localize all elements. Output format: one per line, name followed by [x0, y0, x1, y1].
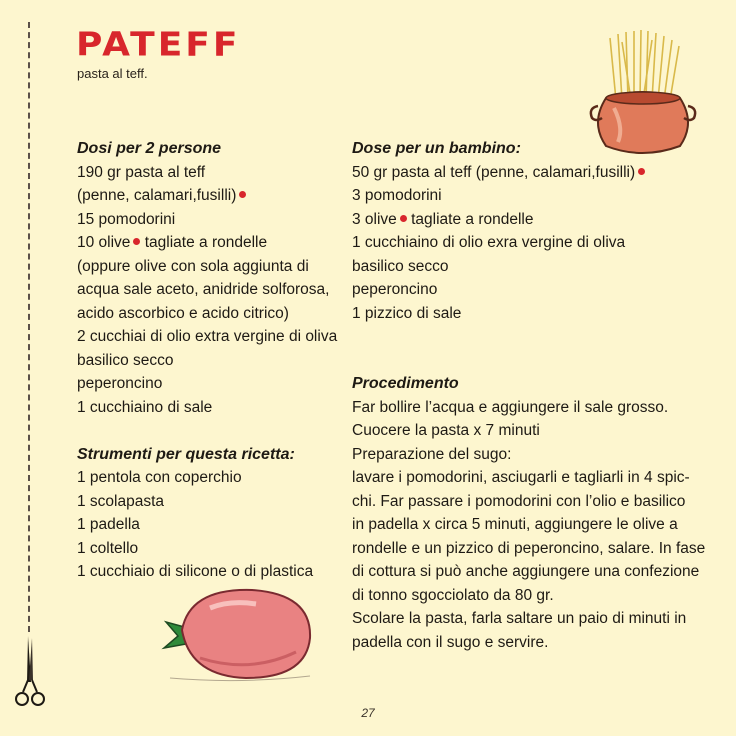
- text-line: 190 gr pasta al teff: [77, 163, 206, 181]
- left-column: [77, 137, 339, 584]
- dose-heading-child: Dose per un bambino:: [352, 140, 521, 157]
- text-line: basilico secco: [352, 257, 449, 275]
- text-line: Far bollire l’acqua e aggiungere il sale grosso.: [352, 398, 669, 416]
- page-number: 27: [361, 706, 375, 720]
- recipe-subtitle: pasta al teff.: [77, 66, 148, 81]
- recipe-title: PATEFF: [76, 26, 241, 64]
- procedure-text: [352, 396, 706, 655]
- tomato-illustration: [160, 578, 322, 684]
- text-line: rondelle e un pizzico di peperoncino, salare. In fase: [352, 539, 706, 557]
- text-line: Scolare la pasta, farla saltare un paio di minuti in: [352, 610, 687, 627]
- text-line: peperoncino: [352, 281, 438, 298]
- text-line: 1 cucchiaino di olio exra vergine di oliva: [352, 234, 626, 251]
- dose-heading-2-persons: Dosi per 2 persone: [77, 140, 222, 157]
- text-line: 10 olive tagliate a rondelle: [77, 234, 268, 251]
- ingredient-list-child: [352, 161, 692, 326]
- text-line: 2 cucchiai di olio extra vergine di oliva: [77, 328, 338, 345]
- text-line: (penne, calamari,fusilli): [77, 184, 339, 208]
- text-line: padella con il sugo e servire.: [352, 633, 549, 651]
- text-line: Preparazione del sugo:: [352, 445, 512, 463]
- procedure-heading: Procedimento: [352, 375, 459, 392]
- text-line: di cottura si può anche aggiungere una confezione: [352, 563, 700, 580]
- text-line: chi. Far passare i pomodorini con l’olio e basilico: [352, 492, 686, 510]
- text-line: peperoncino: [77, 375, 163, 392]
- right-column: [352, 137, 706, 654]
- red-dot-icon: [638, 168, 645, 175]
- text-line: 15 pomodorini: [77, 210, 176, 228]
- ingredient-list-2-persons: [77, 161, 339, 420]
- red-dot-icon: [239, 191, 246, 198]
- text-line: 1 pentola con coperchio: [77, 469, 242, 486]
- text-line: 1 padella: [77, 516, 140, 533]
- cut-line: [28, 22, 30, 632]
- text-line: 1 scolapasta: [77, 492, 165, 510]
- text-line: 3 olive tagliate a rondelle: [352, 210, 534, 228]
- text-line: Cuocere la pasta x 7 minuti: [352, 422, 540, 439]
- text-line: acqua sale aceto, anidride solforosa,: [77, 281, 330, 298]
- text-line: acido ascorbico e acido citrico): [77, 304, 289, 322]
- text-line: 1 cucchiaino di sale: [77, 398, 213, 416]
- text-line: 50 gr pasta al teff (penne, calamari,fusilli): [352, 161, 692, 185]
- text-line: 3 pomodorini: [352, 187, 442, 204]
- text-line: di tonno sgocciolato da 80 gr.: [352, 586, 554, 604]
- text-line: basilico secco: [77, 351, 174, 369]
- text-line: 1 cucchiaio di silicone o di plastica: [77, 563, 314, 580]
- text-line: 1 pizzico di sale: [352, 304, 462, 322]
- tools-list: [77, 466, 339, 584]
- tools-heading: Strumenti per questa ricetta:: [77, 445, 295, 463]
- red-dot-icon: [400, 215, 407, 222]
- text-line: lavare i pomodorini, asciugarli e tagliarli in 4 spic-: [352, 469, 690, 486]
- text-line: (oppure olive con sola aggiunta di: [77, 257, 309, 275]
- text-line: in padella x circa 5 minuti, aggiungere le olive a: [352, 516, 678, 533]
- text-line: 1 coltello: [77, 539, 139, 557]
- scissors-icon: [14, 634, 46, 714]
